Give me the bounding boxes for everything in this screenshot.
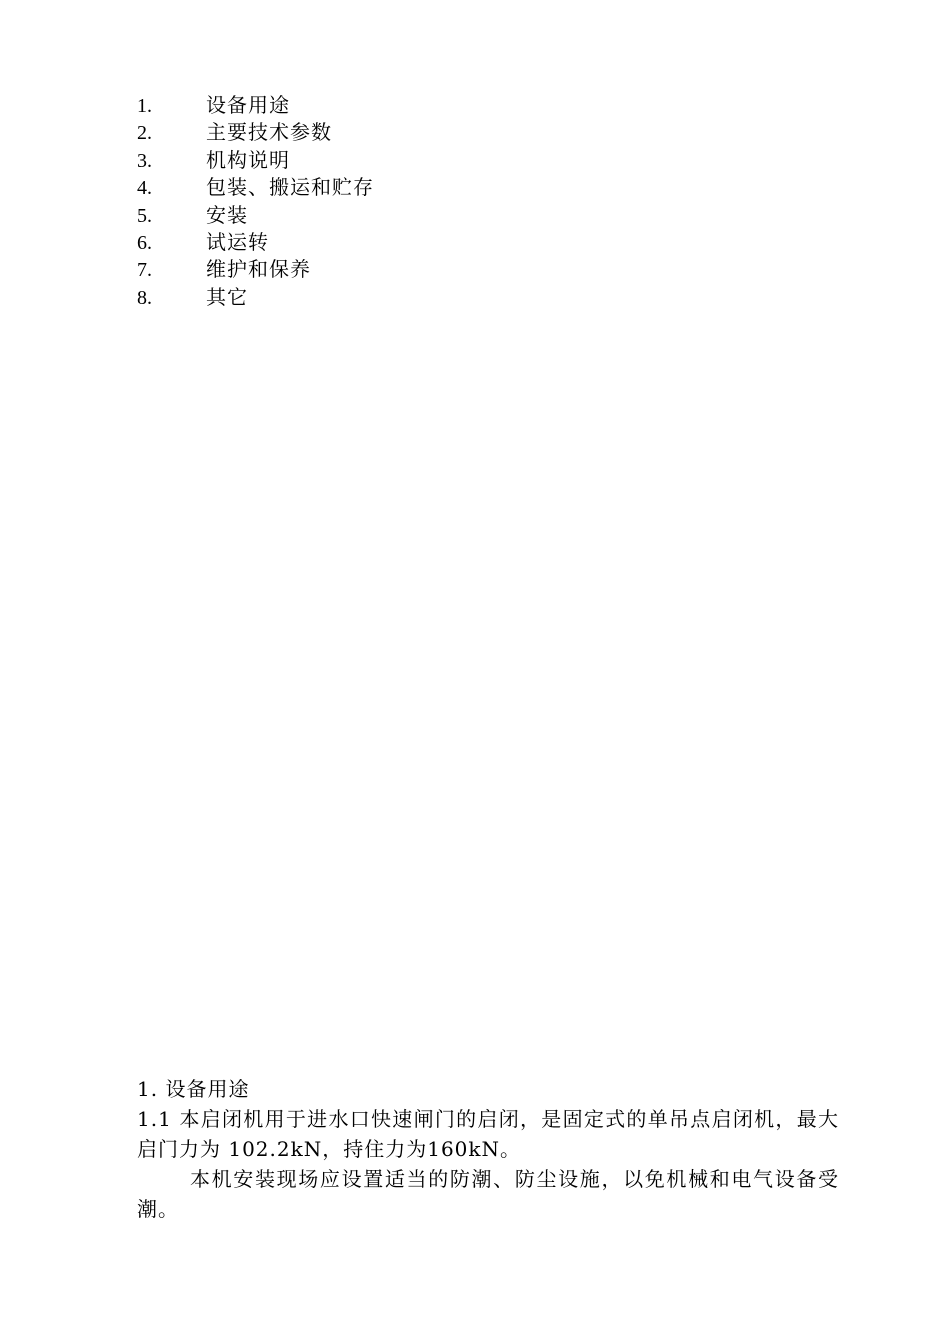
section-equipment-purpose <box>137 1074 839 1224</box>
toc-item-title: 主要技术参数 <box>206 120 332 145</box>
toc-item-number: 5. <box>137 204 152 227</box>
paragraph-1-1: 1.1 本启闭机用于进水口快速闸门的启闭，是固定式的单吊点启闭机，最大启门力为 102.2kN，持住力为160kN。 <box>137 1107 839 1161</box>
toc-item-title: 其它 <box>206 284 248 309</box>
toc-item-number: 8. <box>137 286 152 309</box>
toc-item <box>137 229 637 256</box>
toc-item-number: 4. <box>137 177 152 200</box>
toc-item-title: 设备用途 <box>206 93 290 117</box>
toc-item-number: 6. <box>137 231 152 254</box>
toc-item-number: 3. <box>137 149 152 172</box>
toc-item <box>137 119 637 146</box>
toc-item <box>137 174 637 201</box>
toc-item-number: 2. <box>137 122 152 145</box>
toc-item-title: 包装、搬运和贮存 <box>206 175 374 200</box>
toc-item-title: 机构说明 <box>206 147 290 172</box>
toc-item-title: 试运转 <box>206 229 269 254</box>
toc-item-number: 7. <box>137 259 152 282</box>
toc-item <box>137 92 637 119</box>
toc-item <box>137 256 637 283</box>
toc-item-number: 1. <box>137 95 152 117</box>
toc-item-title: 安装 <box>206 202 248 227</box>
toc-item <box>137 284 637 311</box>
paragraph-installation-note: 本机安装现场应设置适当的防潮、防尘设施，以免机械和电气设备受潮。 <box>137 1167 839 1221</box>
toc-item <box>137 147 637 174</box>
table-of-contents <box>137 92 637 311</box>
toc-item-title: 维护和保养 <box>206 257 311 282</box>
toc-item <box>137 202 637 229</box>
section-heading: 1. 设备用途 <box>137 1077 250 1101</box>
